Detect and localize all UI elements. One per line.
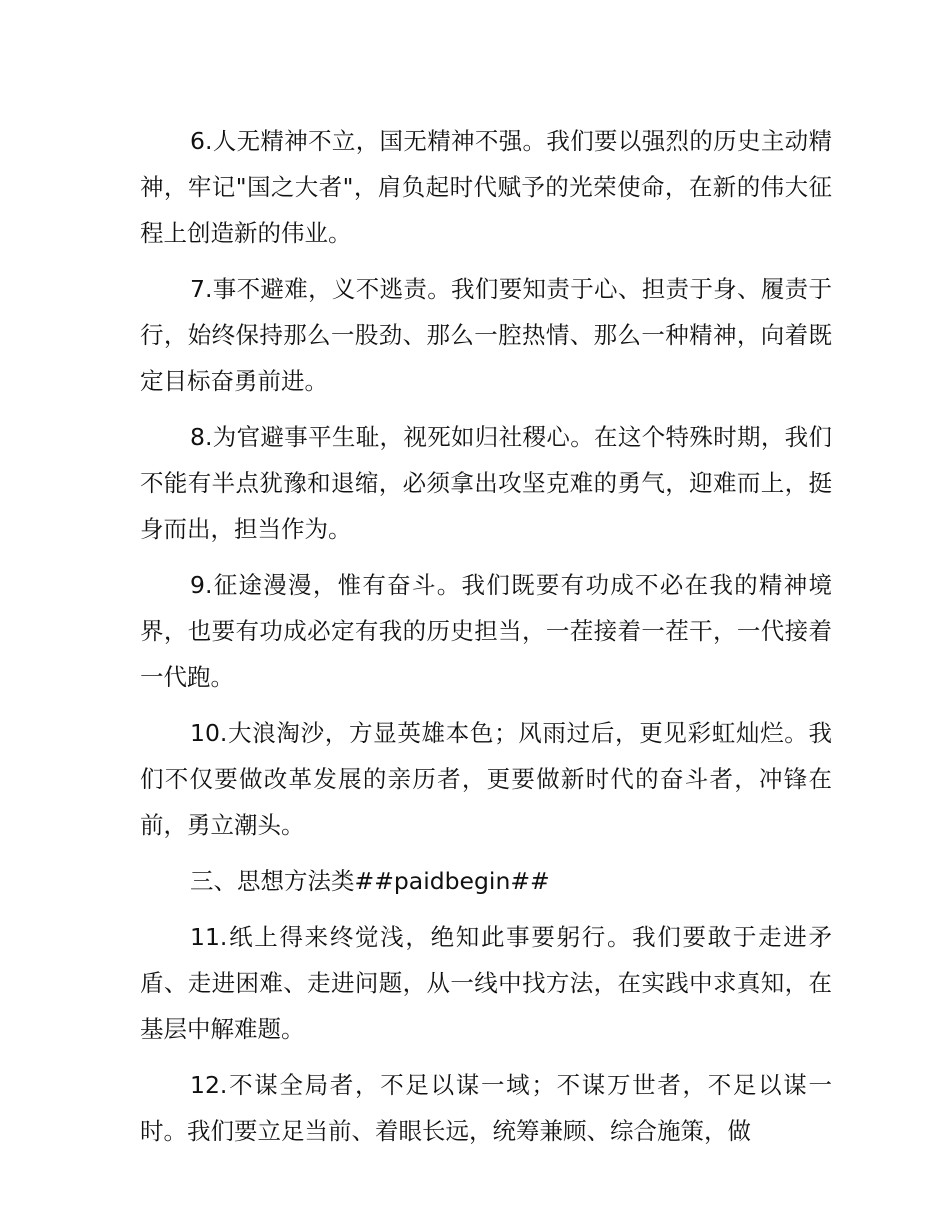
- document-body: [140, 118, 832, 1164]
- paragraph-8: 8.为官避事平生耻，视死如归社稷心。在这个特殊时期，我们不能有半点犹豫和退缩，必须拿出攻坚克难的勇气，迎难而上，挺身而出，担当作为。: [140, 423, 832, 543]
- paragraph-11: 11.纸上得来终觉浅，绝知此事要躬行。我们要敢于走进矛盾、走进困难、走进问题，从一线中找方法，在实践中求真知，在基层中解难题。: [140, 923, 832, 1043]
- paragraph-12: 12.不谋全局者，不足以谋一域；不谋万世者，不足以谋一时。我们要立足当前、着眼长远，统筹兼顾、综合施策，做: [140, 1071, 832, 1145]
- paragraph-10: 10.大浪淘沙，方显英雄本色；风雨过后，更见彩虹灿烂。我们不仅要做改革发展的亲历者，更要做新时代的奋斗者，冲锋在前，勇立潮头。: [140, 719, 832, 839]
- paragraph-9: 9.征途漫漫，惟有奋斗。我们既要有功成不必在我的精神境界，也要有功成必定有我的历史担当，一茬接着一茬干，一代接着一代跑。: [140, 571, 832, 691]
- section-heading: 三、思想方法类##paidbegin##: [190, 867, 550, 895]
- paragraph-7: 7.事不避难，义不逃责。我们要知责于心、担责于身、履责于行，始终保持那么一股劲、那么一腔热情、那么一种精神，向着既定目标奋勇前进。: [140, 275, 832, 395]
- paragraph-6: 6.人无精神不立，国无精神不强。我们要以强烈的历史主动精神，牢记"国之大者"，肩负起时代赋予的光荣使命，在新的伟大征程上创造新的伟业。: [140, 127, 832, 247]
